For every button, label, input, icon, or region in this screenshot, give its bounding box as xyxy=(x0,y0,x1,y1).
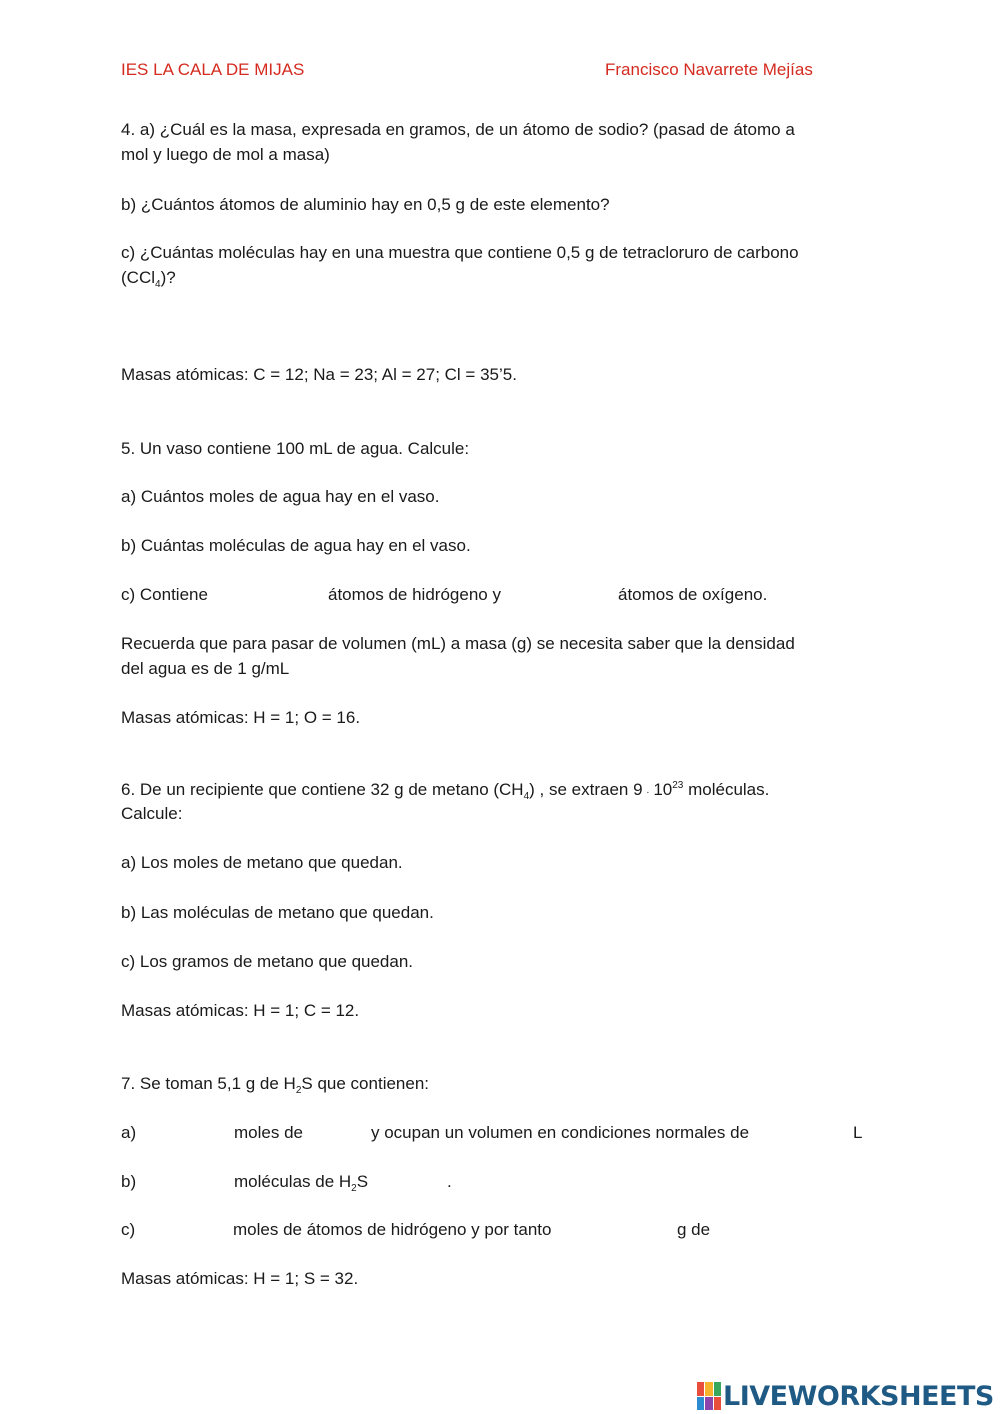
liveworksheets-logo-text: LIVEWORKSHEETS xyxy=(723,1380,994,1412)
q7-c-part2: g de xyxy=(677,1220,711,1239)
q4-a-line2: mol y luego de mol a masa) xyxy=(121,145,330,164)
liveworksheets-mark-icon xyxy=(697,1382,721,1410)
q4-masses: Masas atómicas: C = 12; Na = 23; Al = 27; Cl = 35’5. xyxy=(121,365,517,384)
q7-a-part2: y ocupan un volumen en condiciones normales de xyxy=(371,1123,750,1142)
q7-c-part1: moles de átomos de hidrógeno y por tanto xyxy=(233,1220,552,1239)
q5-b: b) Cuántas moléculas de agua hay en el vaso. xyxy=(121,536,471,555)
q7-a-label: a) xyxy=(121,1123,137,1142)
q7-c-element-blank[interactable] xyxy=(718,1215,798,1243)
q7-a-part1: moles de xyxy=(234,1123,303,1142)
q5-c-part3: átomos de oxígeno. xyxy=(618,585,768,604)
q6-c: c) Los gramos de metano que quedan. xyxy=(121,952,414,971)
q7-b-part1: moléculas de $H_2S$ xyxy=(234,1172,369,1194)
q6-b: b) Las moléculas de metano que quedan. xyxy=(121,903,434,922)
q7-b-extra-blank[interactable] xyxy=(392,1167,444,1195)
q7-c-moles-blank[interactable] xyxy=(142,1215,230,1243)
q4-c-formula: (CCl$_4$)? xyxy=(121,268,176,290)
q7-c-label: c) xyxy=(121,1220,136,1239)
q6-line1: 6. De un recipiente que contiene 32 g de metano $(CH_4)$ , se extraen 9 . $10^{23}$ moléculas. xyxy=(121,780,770,802)
q7-a-substance-blank[interactable] xyxy=(312,1118,366,1146)
q7-a-moles-blank[interactable] xyxy=(142,1118,230,1146)
q7-b-molecules-blank[interactable] xyxy=(142,1167,230,1195)
q4-b: b) ¿Cuántos átomos de aluminio hay en 0,5 g de este elemento? xyxy=(121,195,610,214)
q5-a: a) Cuántos moles de agua hay en el vaso. xyxy=(121,487,440,506)
q5-note-line2: del agua es de 1 g/mL xyxy=(121,659,290,678)
q7-a-part3: L xyxy=(853,1123,863,1142)
q7-b-label: b) xyxy=(121,1172,137,1191)
q4-c-line1: c) ¿Cuántas moléculas hay en una muestra que contiene 0,5 g de tetracloruro de carbono xyxy=(121,243,799,262)
q5-c-part2: átomos de hidrógeno y xyxy=(328,585,501,604)
q6-masses: Masas atómicas: H = 1; C = 12. xyxy=(121,1001,360,1020)
liveworksheets-logo[interactable] xyxy=(697,1381,994,1411)
q5-c-oxygen-blank[interactable] xyxy=(518,580,614,608)
q5-note-line1: Recuerda que para pasar de volumen (mL) a masa (g) se necesita saber que la densidad xyxy=(121,634,795,653)
q7-b-period: . xyxy=(447,1172,452,1191)
q7-c-grams-blank[interactable] xyxy=(584,1215,672,1243)
q4-a-line1: 4. a) ¿Cuál es la masa, expresada en gramos, de un átomo de sodio? (pasad de átomo a xyxy=(121,120,795,139)
q6-line2: Calcule: xyxy=(121,804,183,823)
q7-a-volume-blank[interactable] xyxy=(786,1118,850,1146)
q7-masses: Masas atómicas: H = 1; S = 32. xyxy=(121,1269,359,1288)
q5-masses: Masas atómicas: H = 1; O = 16. xyxy=(121,708,361,727)
author-name: Francisco Navarrete Mejías xyxy=(605,60,813,79)
q5-c-part1: c) Contiene xyxy=(121,585,208,604)
q7-title: 7. Se toman 5,1 g de $H_2S$ que contienen: xyxy=(121,1074,430,1096)
q5-title: 5. Un vaso contiene 100 mL de agua. Calcule: xyxy=(121,439,470,458)
q5-c-hydrogen-blank[interactable] xyxy=(216,580,324,608)
q6-a: a) Los moles de metano que quedan. xyxy=(121,853,403,872)
school-name: IES LA CALA DE MIJAS xyxy=(121,60,305,79)
